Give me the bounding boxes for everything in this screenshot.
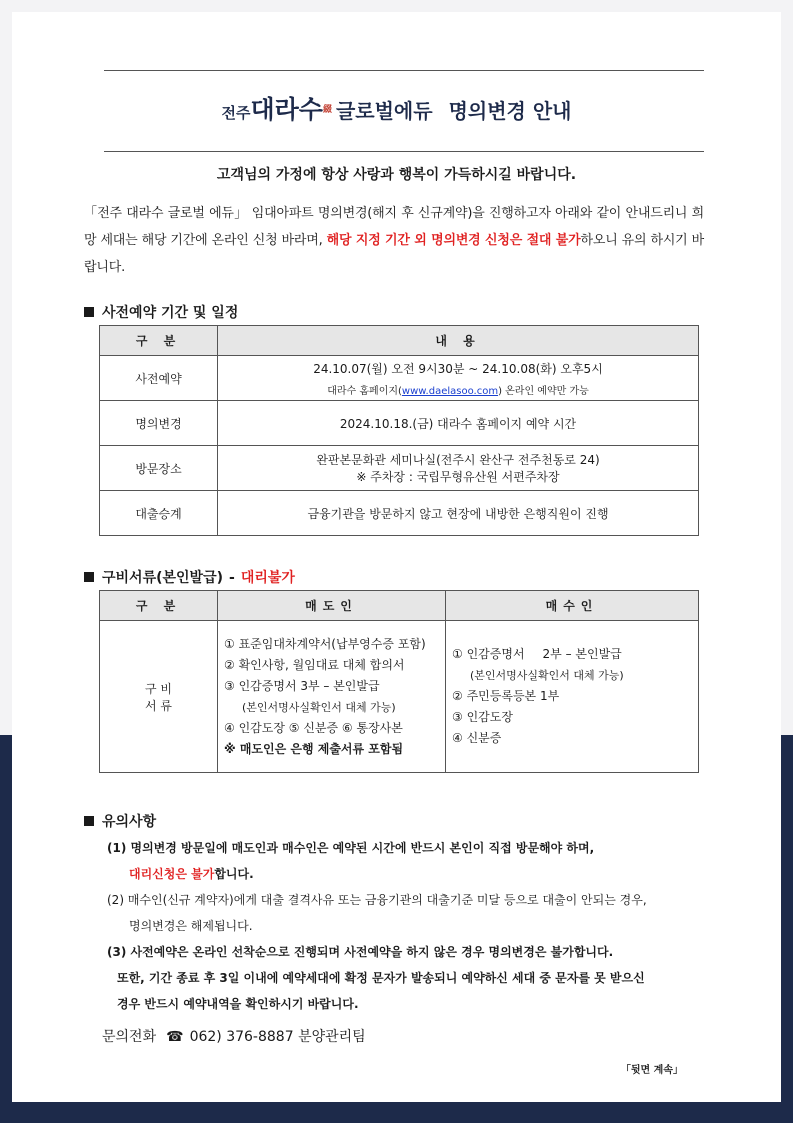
section-documents-title: 구비서류(본인발급) - 대리불가 — [84, 567, 295, 587]
row-content — [218, 356, 699, 401]
no-proxy-warning: 대리불가 — [240, 570, 295, 586]
square-bullet-icon — [84, 572, 94, 582]
brand-logo-icon: 綴 — [322, 104, 332, 115]
notice-sheet — [12, 12, 781, 1102]
parking-note: ※ 주차장 : 국립무형유산원 서편주차장 — [356, 470, 560, 484]
table-row — [100, 446, 699, 491]
list-item: ③ 인감도장 — [452, 710, 513, 724]
section-schedule-title: 사전예약 기간 및 일정 — [84, 302, 238, 322]
reservation-period: 24.10.07(월) 오전 9시30분 ~ 24.10.08(화) 오후5시 — [313, 361, 603, 376]
section-notes-title: 유의사항 — [84, 811, 156, 831]
buyer-documents — [446, 621, 699, 773]
phone-number[interactable]: 062) 376-8887 — [189, 1029, 294, 1045]
table-header-row — [100, 326, 699, 356]
list-item: ① 인감증명서 2부 – 본인발급 — [452, 647, 622, 661]
continue-note: 「뒷면 계속」 — [620, 1065, 683, 1076]
list-item: ② 주민등록등본 1부 — [452, 689, 560, 703]
row-label: 구 비 서 류 — [100, 621, 218, 773]
header-category: 구 분 — [100, 326, 218, 356]
phone-icon: ☎ — [166, 1029, 184, 1045]
reservation-note: 대라수 홈페이지(www.daelasoo.com) 온라인 예약만 가능 — [327, 385, 589, 397]
row-content: 2024.10.18.(금) 대라수 홈페이지 예약 시간 — [218, 401, 699, 446]
homepage-link[interactable]: www.daelasoo.com — [401, 385, 499, 397]
row-label: 방문장소 — [100, 446, 218, 491]
list-item: ① 표준임대차계약서(납부영수증 포함) — [224, 636, 426, 651]
title-prefix: 전주 — [221, 104, 251, 122]
row-content: 금융기관을 방문하지 않고 현장에 내방한 은행직원이 진행 — [218, 491, 699, 536]
documents-table — [99, 590, 699, 773]
table-row — [100, 401, 699, 446]
table-row — [100, 621, 699, 773]
title-brand: 대라수 — [250, 95, 323, 124]
note-3-cont: 경우 반드시 예약내역을 확인하시기 바랍니다. — [117, 997, 359, 1011]
schedule-table — [99, 325, 699, 536]
bottom-rule — [104, 151, 704, 152]
note-2-cont: 명의변경은 해제됩니다. — [129, 919, 253, 933]
intro-text-2: 하오니 유의 하시기 바랍니다. — [84, 233, 704, 275]
row-label: 대출승계 — [100, 491, 218, 536]
note-3-cont: 또한, 기간 종료 후 3일 이내에 예약세대에 확정 문자가 발송되니 예약하신 세대 중 문자를 못 받으신 — [117, 971, 645, 985]
square-bullet-icon — [84, 816, 94, 826]
note-3: (3) 사전예약은 온라인 선착순으로 진행되며 사전예약을 하지 않은 경우 명의변경은 불가합니다. — [107, 945, 614, 959]
page-title — [12, 90, 781, 126]
table-header-row — [100, 591, 699, 621]
seller-documents — [218, 621, 446, 773]
venue: 완판본문화관 세미나실(전주시 완산구 전주천동로 24) — [316, 453, 600, 467]
intro-text-1: 「전주 대라수 글로벌 에듀」 임대아파트 명의변경(해지 후 신규계약)을 진행하고자 아래와 같이 안내드리니 희망 세대는 해당 기간에 온라인 신청 바라며, — [84, 206, 704, 248]
greeting: 고객님의 가정에 항상 사랑과 행복이 가득하시길 바랍니다. — [216, 167, 577, 183]
table-row — [100, 356, 699, 401]
row-content — [218, 446, 699, 491]
title-name: 글로벌에듀 — [335, 99, 433, 123]
title-notice: 명의변경 안내 — [448, 99, 572, 123]
list-item: ④ 인감도장 ⑤ 신분증 ⑥ 통장사본 — [224, 720, 403, 735]
header-seller: 매도인 — [218, 591, 446, 621]
intro-paragraph — [84, 200, 704, 281]
note-1: (1) 명의변경 방문일에 매도인과 매수인은 예약된 시간에 반드시 본인이 직접 방문해야 하며, — [107, 841, 595, 855]
list-item: ④ 신분증 — [452, 731, 502, 745]
header-content: 내 용 — [218, 326, 699, 356]
list-item: (본인서명사실확인서 대체 가능) — [470, 669, 624, 682]
row-label: 명의변경 — [100, 401, 218, 446]
top-rule — [104, 70, 704, 71]
contact-line: 문의전화 ☎ 062) 376-8887 분양관리팀 — [102, 1029, 366, 1045]
header-category: 구 분 — [100, 591, 218, 621]
team-name: 분양관리팀 — [298, 1029, 366, 1045]
header-buyer: 매수인 — [446, 591, 699, 621]
notes-list — [107, 835, 697, 1017]
note-2: (2) 매수인(신규 계약자)에게 대출 결격사유 또는 금융기관의 대출기준 미달 등으로 대출이 안되는 경우, — [107, 893, 647, 907]
row-label: 사전예약 — [100, 356, 218, 401]
intro-warning: 해당 지정 기간 외 명의변경 신청은 절대 불가 — [326, 233, 581, 248]
note-1-cont: 대리신청은 불가합니다. — [129, 867, 254, 881]
square-bullet-icon — [84, 307, 94, 317]
table-row — [100, 491, 699, 536]
list-item: ※ 매도인은 은행 제출서류 포함됨 — [224, 741, 404, 756]
list-item: ③ 인감증명서 3부 – 본인발급 — [224, 678, 380, 693]
list-item: (본인서명사실확인서 대체 가능) — [242, 700, 396, 714]
list-item: ② 확인사항, 월임대료 대체 합의서 — [224, 657, 405, 672]
